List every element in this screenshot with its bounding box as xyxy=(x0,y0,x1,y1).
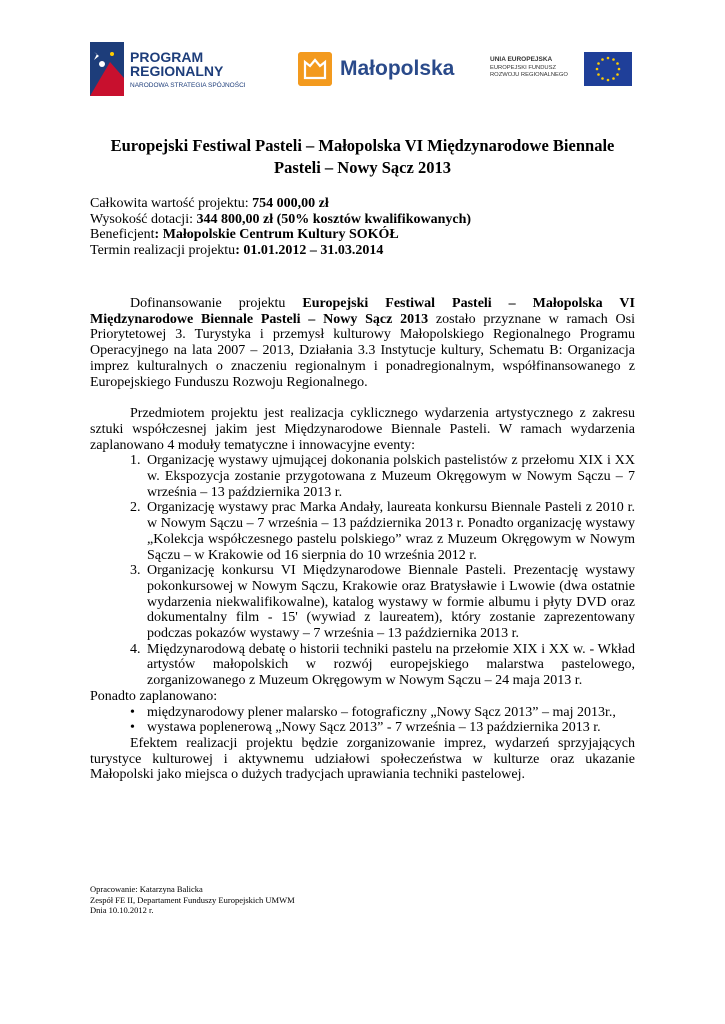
summary-beneficiary-row xyxy=(90,227,635,243)
eu-line3: ROZWOJU REGIONALNEGO xyxy=(490,72,568,78)
eu-line2: EUROPEJSKI FUNDUSZ xyxy=(490,65,557,71)
list-item xyxy=(90,563,635,642)
beneficiary-label: Beneficjent xyxy=(90,227,155,242)
program-regionalny-logo xyxy=(90,40,246,100)
also-planned-heading: Ponadto zaplanowano: xyxy=(90,688,218,704)
summary-grant-row xyxy=(90,212,635,228)
grant: 344 800,00 zł (50% kosztów kwalifikowanych) xyxy=(196,211,472,227)
logo-bar xyxy=(90,40,635,100)
document-footer xyxy=(90,884,295,916)
bullet-icon: • xyxy=(130,704,135,720)
list-text: Organizację wystawy prac Marka Andały, laureata konkursu Biennale Pasteli z 2010 r. w Nowym Sączu – 7 września – 13 października 2013 r. Ponadto organizację wystawy „Kolekcja współczesnego pastelu polskiego” wraz z Muzeum Okręgowym w Nowym Sączu – w Krakowie od 16 sierpnia do 10 września 2012 r. xyxy=(147,500,635,563)
list-text: wystawa poplenerową „Nowy Sącz 2013” - 7 września – 13 października 2013 r. xyxy=(147,720,601,736)
eu-logo xyxy=(488,52,636,88)
list-number: 1. xyxy=(130,453,141,469)
malopolska-logo xyxy=(298,52,468,92)
document-title xyxy=(90,135,635,179)
bullet-icon: • xyxy=(130,720,135,736)
title-line2: Pasteli – Nowy Sącz 2013 xyxy=(274,158,451,177)
footer-department: Zespół FE II, Departament Funduszy Europejskich UMWM xyxy=(90,894,295,905)
value-label: Całkowita wartość projektu: xyxy=(90,196,253,211)
footer-author: Opracowanie: Katarzyna Balicka xyxy=(90,884,203,894)
malopolska-crest-icon xyxy=(298,52,332,86)
p1-before: Dofinansowanie projektu xyxy=(130,296,303,311)
project-summary xyxy=(90,196,635,258)
list-item xyxy=(90,500,635,563)
document-body xyxy=(90,296,635,783)
term-label: Termin realizacji projektu xyxy=(90,242,236,258)
events-list xyxy=(90,453,635,689)
beneficiary: : Małopolskie Centrum Kultury SOKÓŁ xyxy=(154,227,399,242)
program-line1: PROGRAM xyxy=(130,49,204,65)
program-line3: NARODOWA STRATEGIA SPÓJNOŚCI xyxy=(130,82,246,89)
grant-label: Wysokość dotacji: xyxy=(90,211,197,227)
malopolska-text: Małopolska xyxy=(340,57,455,80)
p1-after: zostało przyznane w ramach Osi Priorytetowej 3. Turystyka i przemysł kulturowy Małopolskiego Regionalnego Programu Operacyjnego na lata 2007 – 2013, Działania 3.3 Instytucje kultury, Schematu B: Organizacja imprez kulturalnych o znaczeniu regionalnym i ponadregionalnym, współfinansowanego z Europejskiego Funduszu Rozwoju Regionalnego. xyxy=(90,311,635,390)
program-regionalny-icon xyxy=(90,42,124,96)
list-item xyxy=(90,720,635,736)
list-number: 4. xyxy=(130,641,141,657)
p1-bold: Europejski Festiwal Pasteli – Małopolska VI Międzynarodowe Biennale Pasteli – Nowy Sącz 2013 xyxy=(90,296,635,327)
list-item xyxy=(90,705,635,721)
list-text: Organizację wystawy ujmującej dokonania polskich pastelistów z przełomu XIX i XX w. Ekspozycja zostanie przygotowana z Muzeum Okręgowym w Nowym Sączu – 7 września – 13 października 2013 r. xyxy=(147,453,635,500)
footer-date: Dnia 10.10.2012 r. xyxy=(90,905,154,915)
title-line1: Europejski Festiwal Pasteli – Małopolska VI Międzynarodowe Biennale xyxy=(110,136,615,155)
paragraph-effect: Efektem realizacji projektu będzie zorganizowanie imprez, wydarzeń sprzyjających turystyce kulturowej i aktywnemu udziałowi społeczeństwa w kulturze oraz ukazanie Małopolski jako miejsca o dużych tradycjach uprawiania techniki pastelowej. xyxy=(90,735,635,783)
list-item xyxy=(90,642,635,689)
list-number: 2. xyxy=(130,500,141,516)
eu-flag-icon xyxy=(584,52,632,86)
paragraph-funding xyxy=(90,296,635,390)
value: 754 000,00 zł xyxy=(252,196,329,211)
term: : 01.01.2012 – 31.03.2014 xyxy=(235,242,384,258)
list-item xyxy=(90,453,635,500)
program-line2: REGIONALNY xyxy=(130,63,224,79)
paragraph-subject: Przedmiotem projektu jest realizacja cyklicznego wydarzenia artystycznego z zakresu sztuki współczesnej jakim jest Międzynarodowe Biennale Pasteli. W ramach wydarzenia zaplanowano 4 moduły tematyczne i innowacyjne eventy: xyxy=(90,406,635,453)
list-text: Organizację konkursu VI Międzynarodowe Biennale Pasteli. Prezentację wystawy pokonkursowej w Nowym Sączu, Krakowie oraz Bratysławie i Lwowie (dwa ostatnie wydarzenia niekwalifikowalne), katalog wystawy w formie albumu i płyty DVD oraz dokumentalny film - 15' (wywiad z laureatem), który zostanie zaprezentowany podczas pokazów wystawy – 7 września – 13 października 2013 r. xyxy=(147,563,635,642)
list-number: 3. xyxy=(130,563,141,579)
summary-term-row xyxy=(90,243,635,259)
list-text: Międzynarodową debatę o historii techniki pastelu na przełomie XIX i XX w. - Wkład artystów małopolskich w rozwój europejskiego malarstwa pastelowego, zorganizowanego z Muzeum Okręgowym w Nowym Sączu – 24 maja 2013 r. xyxy=(147,641,635,689)
eu-line1: UNIA EUROPEJSKA xyxy=(490,56,553,63)
bullet-list xyxy=(90,705,635,736)
list-text: międzynarodowy plener malarsko – fotograficzny „Nowy Sącz 2013” – maj 2013r., xyxy=(147,704,616,720)
summary-value-row xyxy=(90,196,635,212)
